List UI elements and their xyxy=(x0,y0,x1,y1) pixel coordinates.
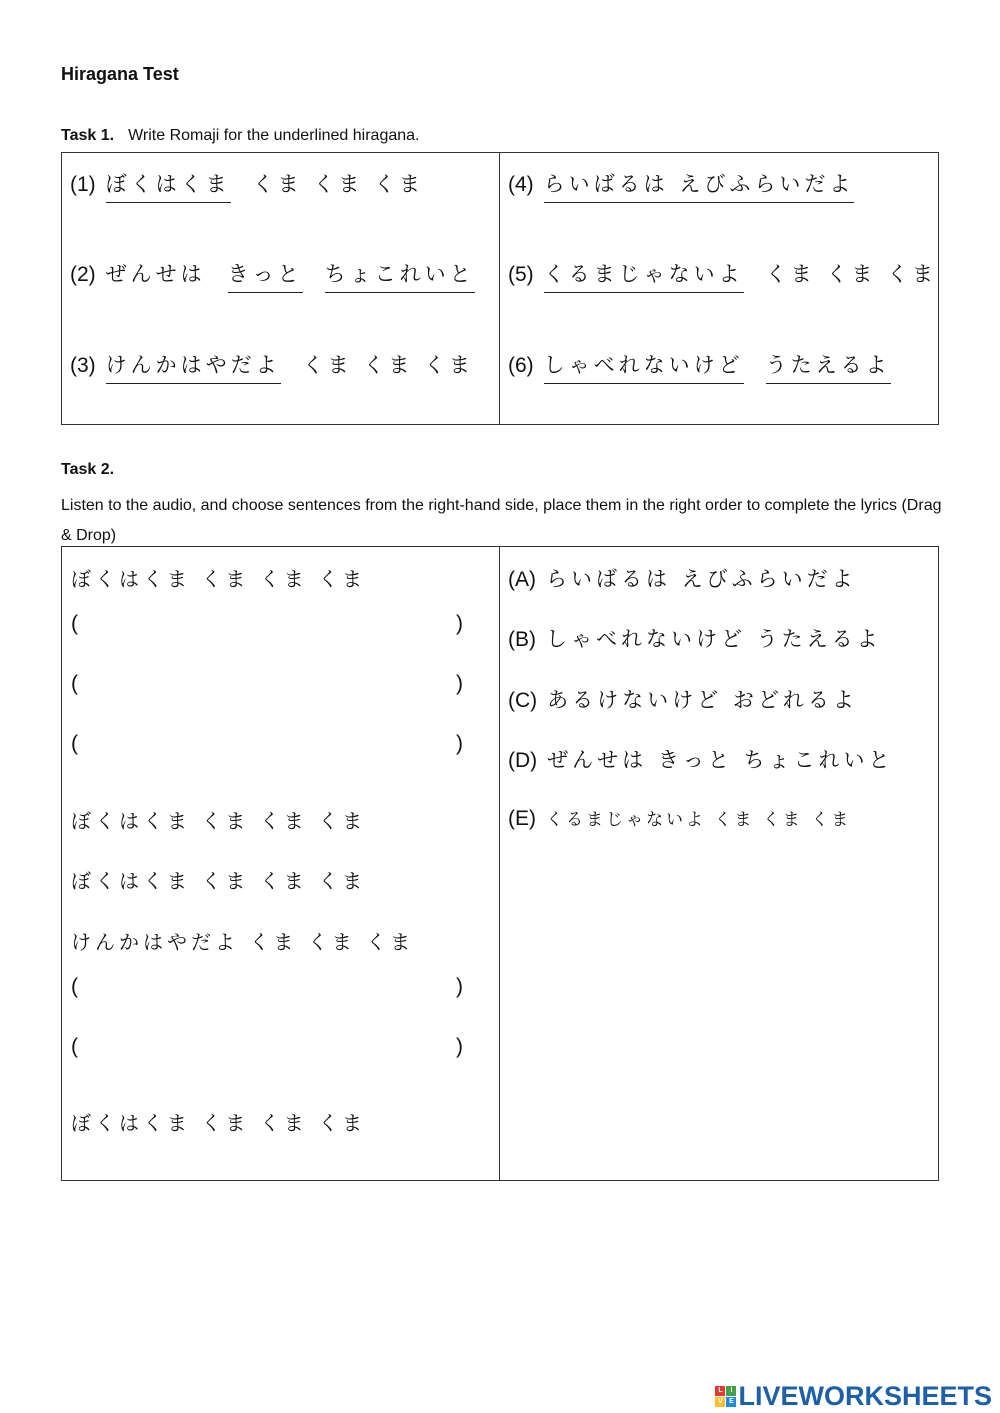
item-number: (2) xyxy=(70,263,96,286)
task1-item-6 xyxy=(508,349,891,384)
underlined-hiragana[interactable]: ちょこれいと xyxy=(325,258,475,293)
bracket-close: ) xyxy=(456,975,463,998)
task1-instruction: Write Romaji for the underlined hiragana. xyxy=(128,127,420,144)
task1-item-1 xyxy=(70,168,424,203)
underlined-hiragana[interactable]: けんかはやだよ xyxy=(106,349,281,384)
task1-item-3 xyxy=(70,349,474,384)
task2-label: Task 2. xyxy=(61,461,115,478)
option-a[interactable] xyxy=(508,563,857,593)
liveworksheets-logo[interactable] xyxy=(715,1381,992,1412)
option-d[interactable] xyxy=(508,744,894,774)
hiragana-text: ぜんせは xyxy=(105,262,206,286)
bracket-close: ) xyxy=(456,1035,463,1058)
item-number: (5) xyxy=(508,263,534,286)
item-number: (1) xyxy=(70,173,96,196)
underlined-hiragana[interactable]: きっと xyxy=(228,258,303,293)
option-e[interactable] xyxy=(508,805,851,831)
hiragana-text: くま くま くま xyxy=(765,262,938,286)
option-text: ぜんせは きっと ちょこれいと xyxy=(547,748,894,772)
bracket-open: ( xyxy=(71,1035,78,1058)
option-text: あるけないけど おどれるよ xyxy=(547,688,858,712)
hiragana-text: くま くま くま xyxy=(252,172,425,196)
task1-item-2 xyxy=(70,258,475,293)
bracket-close: ) xyxy=(456,732,463,755)
item-number: (3) xyxy=(70,354,96,377)
bracket-open: ( xyxy=(71,612,78,635)
lyric-line: けんかはやだよ くま くま くま xyxy=(71,930,415,954)
underlined-hiragana[interactable]: ぼくはくま xyxy=(106,168,231,203)
underlined-hiragana[interactable]: くるまじゃないよ xyxy=(544,258,744,293)
option-label: (C) xyxy=(508,689,538,712)
hiragana-text: くま くま くま xyxy=(302,353,475,377)
item-number: (4) xyxy=(508,173,534,196)
option-b[interactable] xyxy=(508,623,882,653)
task2-divider xyxy=(499,547,500,1180)
option-label: (A) xyxy=(508,568,536,591)
lyric-line: ぼくはくま くま くま くま xyxy=(71,1111,367,1135)
bracket-open: ( xyxy=(71,975,78,998)
logo-mark-icon xyxy=(715,1386,736,1407)
lyric-line: ぼくはくま くま くま くま xyxy=(71,567,367,591)
lyric-line: ぼくはくま くま くま くま xyxy=(71,809,367,833)
page-title: Hiragana Test xyxy=(61,64,179,84)
option-text: らいばるは えびふらいだよ xyxy=(546,567,857,591)
option-label: (E) xyxy=(508,807,536,830)
logo-mark-letter: E xyxy=(726,1397,736,1407)
option-text: しゃべれないけど うたえるよ xyxy=(546,627,882,651)
task1-label: Task 1. xyxy=(61,127,115,144)
task1-heading xyxy=(61,127,420,145)
task1-divider xyxy=(499,153,500,424)
logo-text: LIVEWORKSHEETS xyxy=(738,1381,992,1411)
bracket-close: ) xyxy=(456,612,463,635)
task1-item-4 xyxy=(508,168,854,203)
bracket-open: ( xyxy=(71,672,78,695)
logo-mark-letter: V xyxy=(715,1397,725,1407)
item-number: (6) xyxy=(508,354,534,377)
underlined-hiragana[interactable]: しゃべれないけど xyxy=(544,349,744,384)
bracket-close: ) xyxy=(456,672,463,695)
option-label: (B) xyxy=(508,628,536,651)
underlined-hiragana[interactable]: うたえるよ xyxy=(766,349,891,384)
task2-instruction: Listen to the audio, and choose sentences from the right-hand side, place them in the right order to complete the lyrics (Drag & Drop) xyxy=(61,497,942,544)
option-c[interactable] xyxy=(508,684,858,714)
logo-mark-letter: I xyxy=(726,1386,736,1396)
option-label: (D) xyxy=(508,749,538,772)
logo-mark-letter: L xyxy=(715,1386,725,1396)
option-text: くるまじゃないよ くま くま くま xyxy=(546,810,852,830)
lyric-line: ぼくはくま くま くま くま xyxy=(71,869,367,893)
underlined-hiragana[interactable]: らいばるは えびふらいだよ xyxy=(544,168,855,203)
bracket-open: ( xyxy=(71,732,78,755)
task1-item-5 xyxy=(508,258,937,293)
